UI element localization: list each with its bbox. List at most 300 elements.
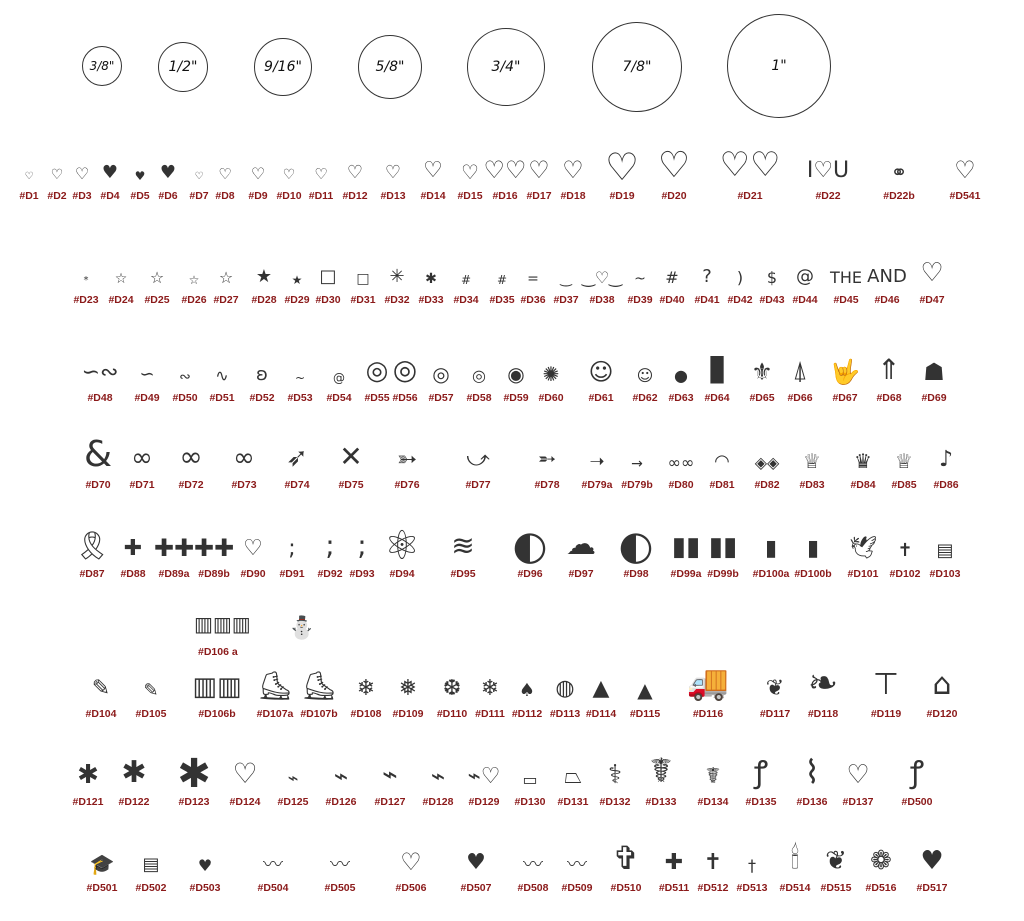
symbol-code: #D42	[727, 294, 753, 306]
snowflake-icon: ❄	[356, 676, 376, 701]
symbol-item	[349, 526, 375, 596]
eiffel-tower-icon: ⍋	[792, 356, 808, 386]
symbol-item	[933, 437, 959, 507]
symbol-item	[686, 663, 730, 736]
symbol-item	[134, 350, 160, 420]
arrow-icon: ➝	[589, 451, 605, 472]
mother-child-icon: ◐	[618, 523, 654, 569]
symbol-item	[794, 526, 832, 596]
star-of-life-icon: ✱	[121, 755, 147, 790]
symbol-code: #D3	[72, 190, 92, 202]
curl-icon: ∽	[139, 364, 155, 385]
symbol-item	[130, 148, 150, 218]
symbol-code: #D22b	[883, 190, 915, 202]
symbol-code: #D35	[489, 294, 515, 306]
symbol-code: #D124	[229, 796, 261, 808]
size-chart	[0, 0, 1024, 130]
asterisk-icon: ✱	[425, 271, 437, 287]
graduation-cap-icon: 🎓	[89, 852, 115, 876]
symbol-item	[248, 148, 268, 218]
symbol-item	[178, 437, 204, 507]
symbol-item	[534, 437, 560, 507]
symbol-code: #D505	[324, 882, 356, 894]
candle-icon: 🕯	[790, 841, 800, 876]
symbol-item	[256, 666, 294, 736]
symbol-code: #D1	[19, 190, 39, 202]
symbol-item	[74, 526, 110, 596]
symbol-item	[511, 666, 543, 736]
symbol-code: #D71	[129, 479, 155, 491]
symbol-code: #D49	[134, 392, 160, 404]
symbol-item	[277, 754, 309, 824]
symbol-item	[72, 754, 104, 824]
symbol-item	[549, 666, 581, 736]
symbol-code: #D123	[178, 796, 210, 808]
symbol-item	[514, 754, 546, 824]
symbol-code: #D89b	[198, 568, 230, 580]
symbol-code: #D81	[709, 479, 735, 491]
symbol-code: #D55	[364, 392, 390, 404]
symbol-item	[842, 754, 874, 824]
symbol-code: #D125	[277, 796, 309, 808]
symbol-code: #D100a	[752, 568, 790, 580]
symbol-code: #D116	[692, 708, 724, 720]
symbol-item	[585, 666, 617, 736]
symbol-code: #D20	[661, 190, 687, 202]
infinity-icon: ∞	[131, 443, 153, 473]
brush-heart-icon: ♡	[528, 156, 550, 184]
symbol-code: #D59	[503, 392, 529, 404]
small-star-outline-icon: ☆	[188, 273, 200, 287]
infinity-arrow-icon: ➶	[286, 443, 308, 473]
symbol-item	[73, 252, 99, 322]
symbol-item	[759, 666, 791, 736]
size-label: 5/8"	[375, 59, 405, 75]
wedding-rings-icon: ⚭	[890, 160, 908, 184]
symbol-item	[807, 663, 839, 736]
curly-flourish-icon: ʚ	[256, 364, 268, 385]
symbol-code: #D41	[694, 294, 720, 306]
symbol-item	[883, 148, 915, 218]
symbol-code: #D506	[395, 882, 427, 894]
atom-icon: ⚛	[384, 523, 420, 569]
symbol-code: #D510	[610, 882, 642, 894]
puzzle-pieces-icon: ✚✚	[193, 534, 235, 562]
symbol-code: #D58	[466, 392, 492, 404]
symbol-code: #D5	[130, 190, 150, 202]
symbol-code: #D509	[561, 882, 593, 894]
symbol-item	[135, 666, 167, 736]
symbol-item	[213, 252, 239, 322]
wings-icon: 〰	[263, 852, 283, 876]
symbol-item	[86, 840, 118, 910]
bandage-icon: ▭	[522, 770, 538, 789]
symbol-item	[315, 252, 341, 322]
symbol-code: #D517	[916, 882, 948, 894]
santa-hat-icon: ▲	[592, 676, 610, 701]
dove-icon: 🕊	[849, 536, 877, 561]
lungs-icon: ❦	[825, 846, 847, 876]
large-spiral-icon: ◎	[392, 353, 418, 386]
symbol-code: #D513	[736, 882, 768, 894]
tiny-heart-outline-icon: ♡	[194, 171, 204, 182]
size-label: 3/4"	[491, 59, 521, 75]
truck-with-tree-icon: 🚚	[686, 663, 730, 703]
heart-heartbeat-icon: ♡	[232, 757, 258, 790]
symbol-code: #D66	[787, 392, 813, 404]
symbol-item	[670, 526, 702, 596]
elf-shoes-icon: ⛸	[301, 669, 337, 702]
robot-icon: ☗	[923, 358, 945, 386]
symbol-item	[279, 526, 305, 596]
keyhole-icon: ▮	[707, 347, 727, 388]
symbol-code: #D114	[585, 708, 617, 720]
heartbeat-icon: ⌁	[333, 762, 349, 790]
symbol-item	[581, 437, 613, 507]
symbol-code: #D30	[315, 294, 341, 306]
symbol-item	[450, 526, 476, 596]
symbol-item	[919, 252, 945, 322]
parenthesis-icon: )	[736, 268, 744, 287]
i-love-u-icon: I♡U	[806, 158, 850, 183]
baby-feet-icon: ▮▮	[671, 532, 701, 562]
rocket-icon: ⇑	[877, 353, 901, 386]
symbol-code: #D31	[350, 294, 376, 306]
large-heart-outline-icon: ♡	[604, 145, 640, 189]
square-outline-icon: □	[319, 266, 337, 287]
music-note-icon: ♪	[938, 447, 954, 472]
small-square-outline-icon: □	[356, 271, 370, 287]
symbol-code: #D105	[135, 708, 167, 720]
symbol-code: #D503	[189, 882, 221, 894]
heart-outline-icon: ♡	[423, 158, 443, 183]
small-spiral-icon: ◎	[472, 366, 486, 385]
symbol-code: #D78	[534, 479, 560, 491]
symbol-code: #D15	[457, 190, 483, 202]
the-banner-icon: THE	[830, 268, 862, 287]
pregnant-mother-icon: ◐	[512, 523, 548, 569]
size-circle-1-2	[158, 42, 208, 92]
symbol-item	[806, 148, 850, 218]
symbol-item	[465, 437, 491, 507]
symbol-item	[177, 751, 211, 824]
pencil-icon: ✎	[91, 676, 111, 701]
symbol-code: #D128	[422, 796, 454, 808]
hashtag-icon: #	[460, 273, 472, 287]
symbol-code: #D131	[557, 796, 589, 808]
symbol-code: #D102	[889, 568, 921, 580]
tiara-icon: ♕	[803, 449, 821, 473]
symbol-code: #D507	[460, 882, 492, 894]
heart-outline-icon: ♡	[314, 165, 328, 183]
symbol-code: #D86	[933, 479, 959, 491]
symbol-code: #D4	[100, 190, 120, 202]
wave-icon: ≋	[451, 529, 475, 562]
symbol-item	[284, 252, 310, 322]
symbol-code: #D89a	[158, 568, 190, 580]
symbol-code: #D26	[181, 294, 207, 306]
symbol-code: #D77	[465, 479, 491, 491]
symbol-item	[889, 526, 921, 596]
dash-flourish-icon: ~	[294, 371, 306, 385]
christmas-tree-icon: ▲	[637, 678, 653, 702]
symbol-item	[251, 252, 277, 322]
symbol-code: #D13	[380, 190, 406, 202]
footprints-icon: ▮	[764, 536, 778, 561]
symbol-code: #D21	[737, 190, 763, 202]
wings-icon: 〰	[330, 852, 350, 876]
symbol-code: #D32	[384, 294, 410, 306]
symbol-code: #D94	[389, 568, 415, 580]
symbol-code: #D516	[865, 882, 897, 894]
and-banner-icon: AND	[867, 266, 907, 287]
symbol-item	[891, 437, 917, 507]
star-solid-icon: ★	[255, 266, 273, 287]
symbol-code: #D6	[158, 190, 178, 202]
winged-heart-icon: ♥	[197, 856, 213, 875]
symbol-item	[436, 666, 468, 736]
symbol-item	[503, 350, 529, 420]
symbol-item	[395, 840, 427, 910]
symbol-item	[921, 350, 947, 420]
symbol-row-medical	[0, 751, 1024, 824]
symbol-code: #D115	[629, 708, 661, 720]
symbol-code: #D101	[847, 568, 879, 580]
symbol-code: #D80	[668, 479, 694, 491]
small-star-solid-icon: ★	[291, 273, 303, 287]
symbol-code: #D34	[453, 294, 479, 306]
symbol-item	[799, 437, 825, 507]
snowflake-icon: ❅	[398, 676, 418, 701]
symbol-code: #D43	[759, 294, 785, 306]
heart-arrow-icon: ➵	[537, 447, 557, 472]
symbol-code: #D68	[876, 392, 902, 404]
symbol-code: #D126	[325, 796, 357, 808]
symbol-code: #D67	[832, 392, 858, 404]
sketch-heart-icon: ♡	[218, 165, 232, 183]
symbol-item	[566, 526, 596, 596]
symbol-item	[276, 148, 302, 218]
symbol-item	[621, 437, 653, 507]
ornament-icon: ◍	[555, 676, 575, 701]
symbol-item	[326, 350, 352, 420]
symbol-code: #D84	[850, 479, 876, 491]
symbol-code: #D135	[745, 796, 777, 808]
symbol-item	[581, 252, 623, 322]
symbol-item	[520, 252, 546, 322]
christmas-light-icon: ♠	[518, 680, 536, 701]
symbol-item	[394, 437, 420, 507]
symbol-code: #D82	[754, 479, 780, 491]
elf-hat-icon: ⛄	[288, 616, 316, 641]
symbol-code: #D514	[779, 882, 811, 894]
symbol-item	[949, 148, 981, 218]
symbol-code: #D70	[85, 479, 111, 491]
holly-icon: ❦	[765, 676, 785, 701]
symbol-item	[538, 350, 564, 420]
symbol-code: #D25	[144, 294, 170, 306]
symbol-code: #D63	[668, 392, 694, 404]
symbol-code: #D8	[215, 190, 235, 202]
symbol-code: #D62	[632, 392, 658, 404]
symbol-code: #D107b	[300, 708, 338, 720]
symbol-item	[350, 666, 382, 736]
symbol-item	[489, 252, 515, 322]
symbol-item	[645, 751, 677, 824]
symbol-item	[317, 526, 343, 596]
symbol-code: #D83	[799, 479, 825, 491]
wooden-sign-icon: ⊤	[872, 667, 900, 702]
symbol-item	[257, 840, 289, 910]
equals-icon: =	[527, 271, 539, 287]
symbol-code: #D69	[921, 392, 947, 404]
symbol-item	[745, 754, 777, 824]
symbol-item	[308, 148, 334, 218]
symbol-item	[830, 252, 862, 322]
symbol-code: #D130	[514, 796, 546, 808]
hashtag-icon: #	[496, 273, 508, 287]
symbol-item	[153, 526, 195, 596]
diamond-chain-icon: ◈◈	[754, 453, 780, 472]
symbol-row-holiday	[0, 663, 1024, 736]
heart-outline-icon: ♡	[282, 167, 296, 183]
symbol-item	[466, 350, 492, 420]
symbol-item	[727, 252, 753, 322]
symbol-item	[870, 666, 902, 736]
symbol-item	[483, 148, 527, 218]
awareness-ribbon-icon: 🎗	[74, 529, 110, 562]
symbol-item	[453, 252, 479, 322]
symbol-code: #D79a	[581, 479, 613, 491]
symbol-item	[83, 434, 113, 507]
symbol-code: #D9	[248, 190, 268, 202]
symbol-item	[659, 252, 685, 322]
symbol-code: #D133	[645, 796, 677, 808]
symbol-code: #D76	[394, 479, 420, 491]
symbol-code: #D47	[919, 294, 945, 306]
symbol-item	[240, 526, 266, 596]
symbol-row-infinity	[0, 434, 1024, 507]
symbol-item	[422, 754, 454, 824]
infinity-icon: ∞	[179, 440, 203, 473]
small-pencil-icon: ✎	[143, 680, 159, 701]
caduceus-icon: ☤	[705, 764, 721, 789]
symbol-code: #D103	[929, 568, 961, 580]
star-outline-icon: ☆	[114, 271, 128, 287]
symbol-item	[709, 437, 735, 507]
symbol-code: #D57	[428, 392, 454, 404]
symbol-code: #D98	[623, 568, 649, 580]
symbol-code: #D50	[172, 392, 198, 404]
small-smiley-icon: ☺	[636, 366, 654, 385]
wing-icon: 〰	[523, 852, 543, 876]
symbol-item	[457, 148, 483, 218]
symbol-item	[193, 526, 235, 596]
symbol-item	[736, 840, 768, 910]
small-cross-icon: †	[748, 856, 756, 875]
size-circle-9-16	[254, 38, 312, 96]
symbol-row-memorial	[0, 840, 1024, 910]
symbol-item	[697, 754, 729, 824]
symbol-code: #D56	[392, 392, 418, 404]
anatomical-heart-icon: ♥	[920, 846, 944, 876]
symbol-item	[284, 437, 310, 507]
symbol-item	[553, 252, 579, 322]
symbol-item	[189, 148, 209, 218]
symbol-code: #D504	[257, 882, 289, 894]
symbol-code: #D16	[492, 190, 518, 202]
symbol-item	[792, 252, 818, 322]
symbol-code: #D100b	[794, 568, 832, 580]
symbol-item	[108, 252, 134, 322]
symbol-item	[526, 148, 552, 218]
house-heart-icon: ⌂	[932, 667, 952, 702]
tiny-spiral-icon: @	[333, 371, 345, 385]
heart-outline-icon: ♡	[50, 167, 64, 183]
symbol-item	[929, 526, 961, 596]
star-outline-icon: ☆	[218, 268, 234, 287]
symbol-item	[144, 252, 170, 322]
symbol-item	[657, 145, 691, 218]
snowflake-icon: ❄	[480, 676, 500, 701]
size-circle-5-8	[358, 35, 422, 99]
symbol-item	[876, 350, 902, 420]
symbol-code: #D74	[284, 479, 310, 491]
symbol-code: #D112	[511, 708, 543, 720]
bead-arc-icon: ◠	[714, 451, 730, 472]
symbol-row-swirls	[0, 347, 1024, 420]
symbol-item	[418, 252, 444, 322]
symbol-item	[865, 840, 897, 910]
symbol-code: #D79b	[621, 479, 653, 491]
smiley-face-icon: ☺	[588, 358, 614, 386]
symbol-code: #D113	[549, 708, 581, 720]
symbol-item	[668, 350, 694, 420]
curved-arrow-icon: ⤻	[466, 447, 490, 472]
symbol-code: #D97	[568, 568, 594, 580]
flourish-icon: ∽∾	[81, 360, 119, 385]
symbol-code: #D109	[392, 708, 424, 720]
symbol-item	[667, 437, 695, 507]
size-label: 9/16"	[264, 59, 302, 75]
symbol-code: #D11	[308, 190, 334, 202]
symbol-item	[81, 350, 119, 420]
symbol-item	[364, 350, 390, 420]
symbol-code: #D118	[807, 708, 839, 720]
spiral-icon: ◎	[365, 356, 389, 386]
symbol-item	[847, 526, 879, 596]
star-outline-icon: ☆	[149, 268, 165, 287]
symbol-item	[374, 754, 406, 824]
heart-infinity-icon: ♡	[243, 536, 263, 561]
heart-outline-icon: ♡	[250, 164, 266, 183]
symbol-item	[517, 840, 549, 910]
symbol-code: #D85	[891, 479, 917, 491]
thin-arrow-icon: →	[631, 456, 643, 472]
symbol-code: #D106 a	[198, 646, 238, 658]
symbol-item	[759, 252, 785, 322]
symbol-item	[697, 840, 729, 910]
puzzle-piece-icon: ✚	[123, 536, 143, 561]
stethoscope-heart-icon: ♡	[846, 760, 870, 790]
symbol-item	[752, 526, 790, 596]
symbol-code: #D511	[658, 882, 690, 894]
symbol-item	[229, 754, 261, 824]
symbol-item	[916, 840, 948, 910]
size-circle-1	[727, 14, 831, 118]
heart-with-footprints-icon: ♡	[657, 145, 691, 186]
semicolon-icon: ;	[288, 536, 296, 561]
